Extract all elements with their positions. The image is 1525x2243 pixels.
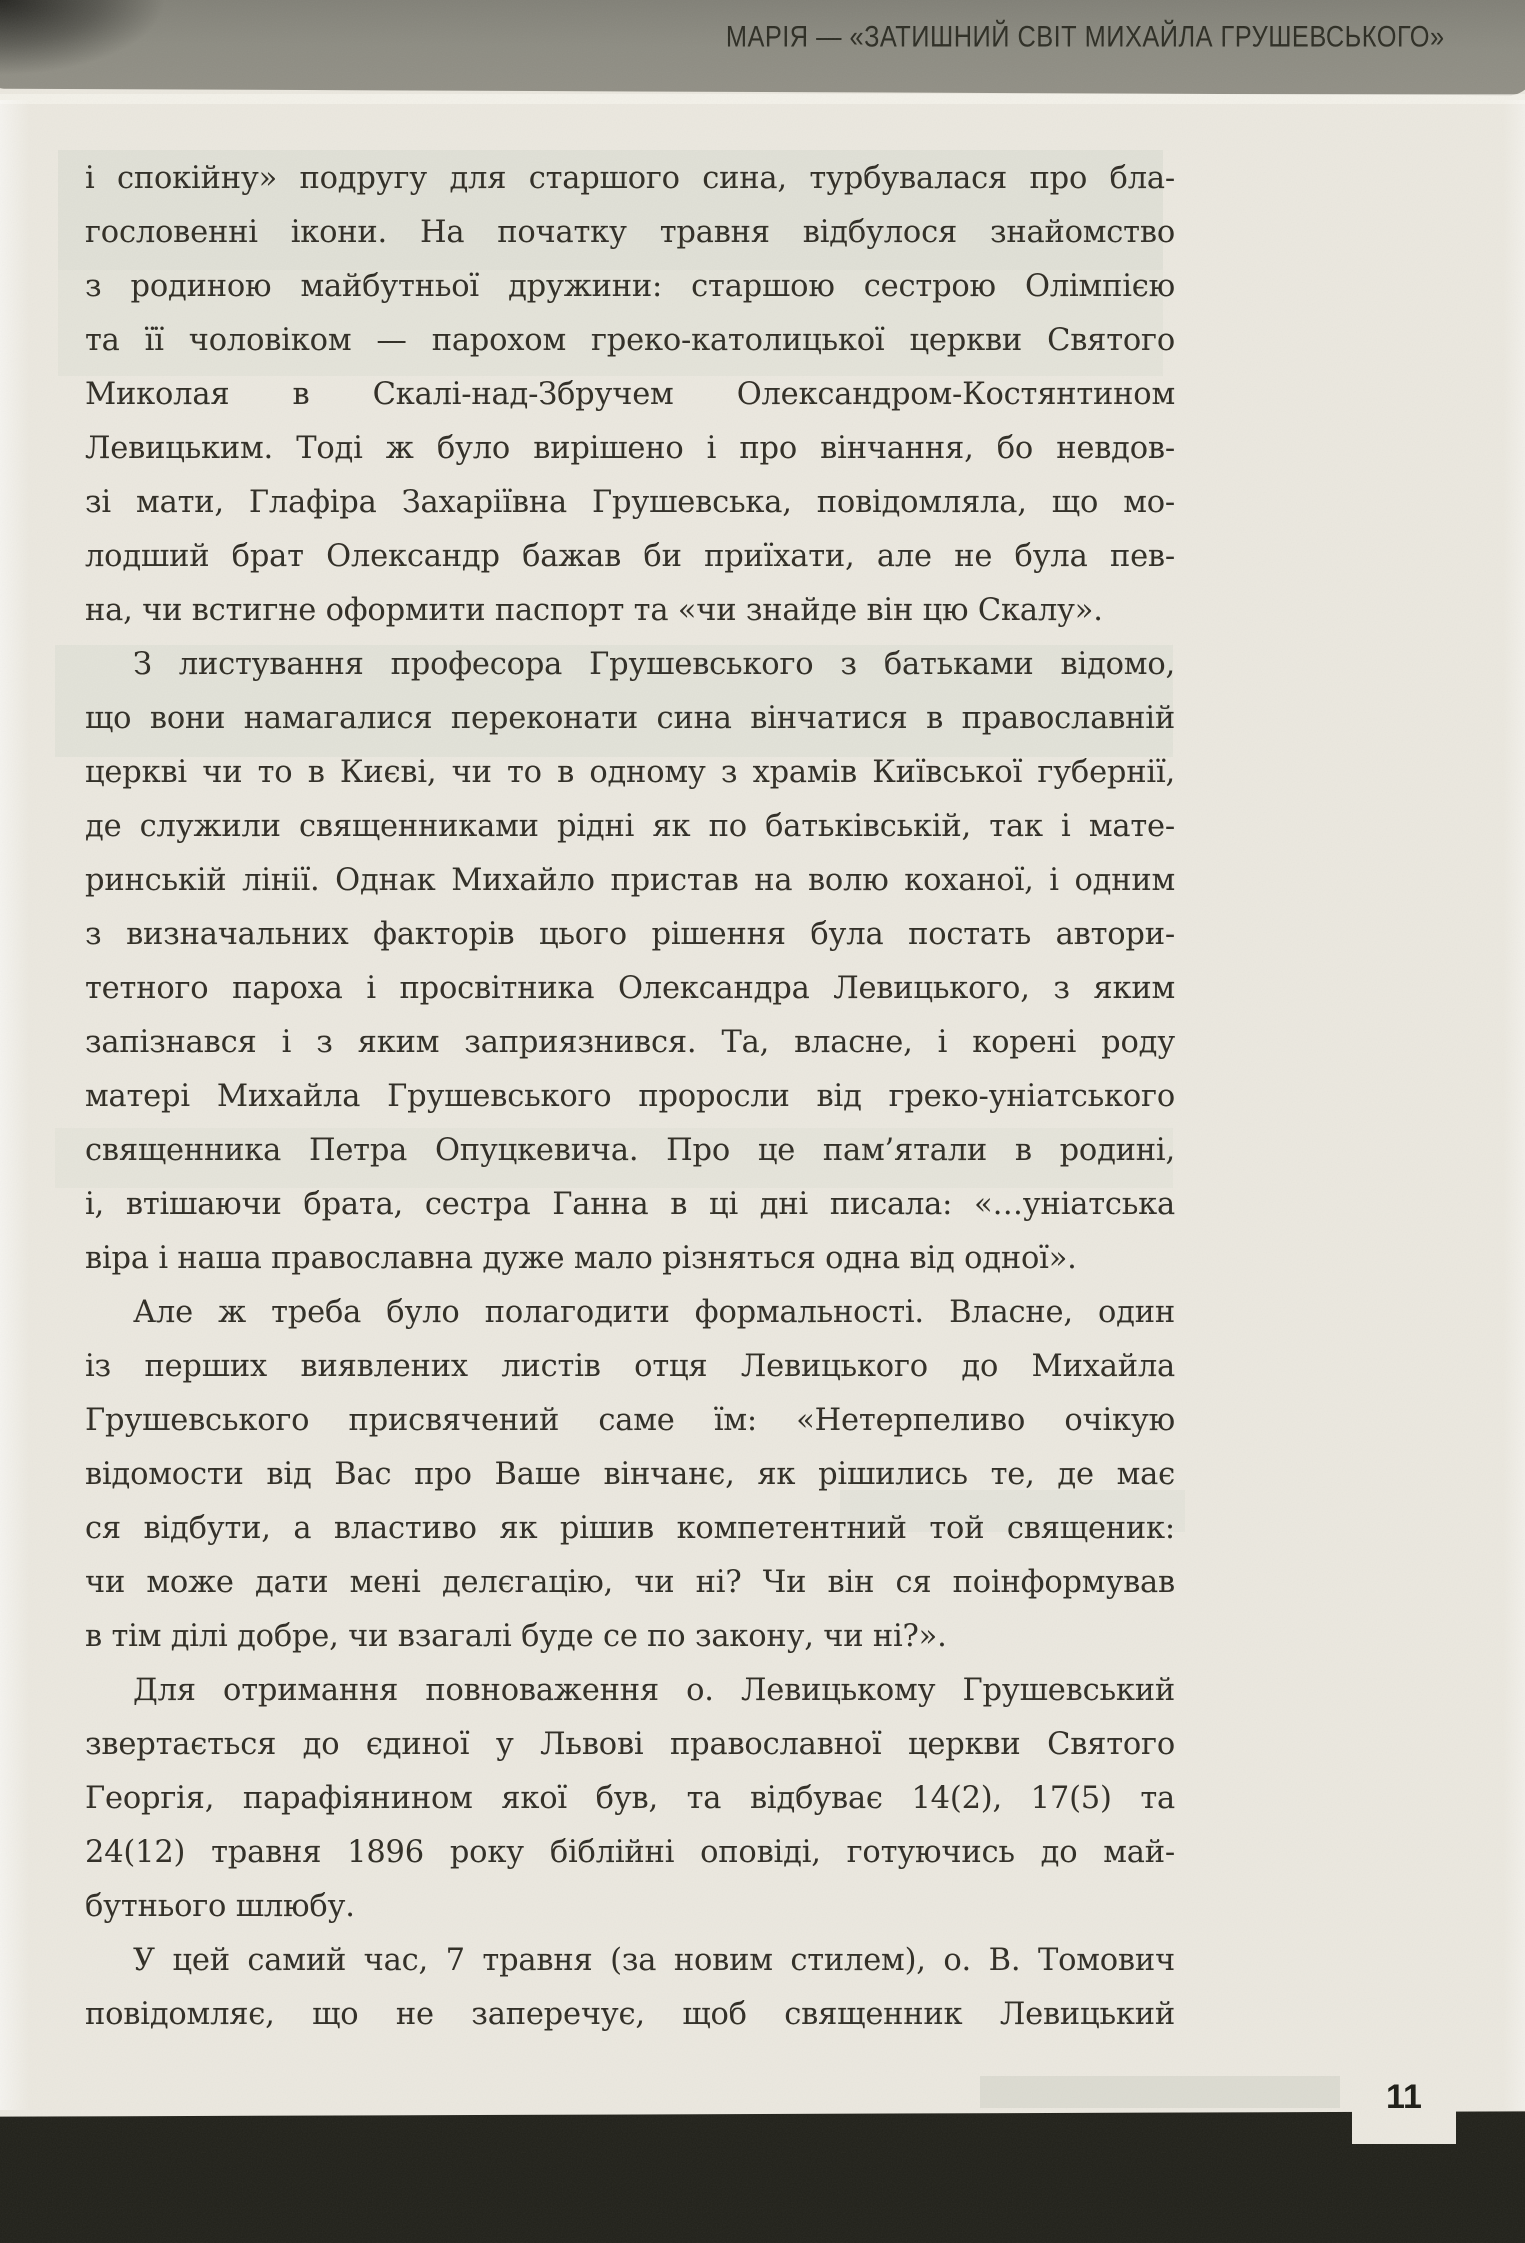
text-line: що вони намагалися переконати сина вінчатися в православній [85, 701, 1175, 736]
text-line: віра і наша православна дуже мало різняться одна від одної». [85, 1241, 1077, 1276]
text-line: ринській лінії. Однак Михайло пристав на волю коханої, і одним [85, 863, 1175, 898]
text-line: священника Петра Опуцкевича. Про це пам’ятали в родині, [85, 1133, 1175, 1168]
text-line: матері Михайла Грушевського проросли від греко-уніатського [85, 1079, 1175, 1114]
text-line: З листування професора Грушевського з батьками відомо, [133, 647, 1175, 682]
text-line: 24(12) травня 1896 року біблійні оповіді, готуючись до май- [85, 1835, 1175, 1870]
text-line: Левицьким. Тоді ж було вирішено і про вінчання, бо невдов- [85, 431, 1175, 466]
text-line: Але ж треба було полагодити формальності. Власне, один [133, 1295, 1175, 1330]
text-line: церкві чи то в Києві, чи то в одному з храмів Київської губернії, [85, 755, 1175, 790]
text-line: ся відбути, а властиво як рішив компетентний той священик: [85, 1511, 1175, 1546]
show-through-band [980, 2076, 1340, 2108]
text-line: повідомляє, що не заперечує, щоб священник Левицький [85, 1997, 1175, 2032]
text-line: тетного пароха і просвітника Олександра Левицького, з яким [85, 971, 1175, 1006]
text-line: запізнався і з яким заприязнився. Та, власне, і корені роду [85, 1025, 1175, 1060]
text-line: Георгія, парафіянином якої був, та відбуває 14(2), 17(5) та [85, 1781, 1175, 1816]
text-line: в тім ділі добре, чи взагалі буде се по закону, чи ні?». [85, 1619, 947, 1654]
page-right-edge [1503, 100, 1525, 2110]
text-line: звертається до єдиної у Львові православної церкви Святого [85, 1727, 1175, 1762]
text-line: із перших виявлених листів отця Левицького до Михайла [85, 1349, 1175, 1384]
text-line: і, втішаючи брата, сестра Ганна в ці дні писала: «…уніатська [85, 1187, 1175, 1222]
text-line: зі мати, Глафіра Захаріївна Грушевська, повідомляла, що мо- [85, 485, 1175, 520]
running-head: МАРІЯ — «ЗАТИШНИЙ СВІТ МИХАЙЛА ГРУШЕВСЬКОГО» [726, 20, 1445, 54]
text-line: бутнього шлюбу. [85, 1889, 355, 1924]
text-line: Грушевського присвячений саме їм: «Нетерпеливо очікую [85, 1403, 1175, 1438]
text-line: гословенні ікони. На початку травня відбулося знайомство [85, 215, 1175, 250]
text-line: де служили священниками рідні як по батьківській, так і мате- [85, 809, 1175, 844]
text-line: з визначальних факторів цього рішення була постать автори- [85, 917, 1175, 952]
text-line: Миколая в Скалі-над-Збручем Олександром-Костянтином [85, 377, 1175, 412]
band-edge-highlight [0, 94, 1525, 104]
text-line: на, чи встигне оформити паспорт та «чи знайде він цю Скалу». [85, 593, 1103, 628]
text-block [85, 152, 1175, 2042]
text-line: відомости від Вас про Ваше вінчанє, як рішились те, де має [85, 1457, 1175, 1492]
page-number: 11 [1386, 2078, 1422, 2116]
bottom-band [0, 2111, 1525, 2243]
text-line: Для отримання повноваження о. Левицькому Грушевський [133, 1673, 1175, 1708]
text-line: з родиною майбутньої дружини: старшою сестрою Олімпією [85, 269, 1175, 304]
text-line: і спокійну» подругу для старшого сина, турбувалася про бла- [85, 161, 1175, 196]
page-left-edge [0, 100, 30, 2110]
text-line: лодший брат Олександр бажав би приїхати, але не була пев- [85, 539, 1175, 574]
text-line: чи може дати мені делєгацію, чи ні? Чи він ся поінформував [85, 1565, 1175, 1600]
text-line: та її чоловіком — парохом греко-католицької церкви Святого [85, 323, 1175, 358]
text-line: У цей самий час, 7 травня (за новим стилем), о. В. Томович [133, 1943, 1175, 1978]
